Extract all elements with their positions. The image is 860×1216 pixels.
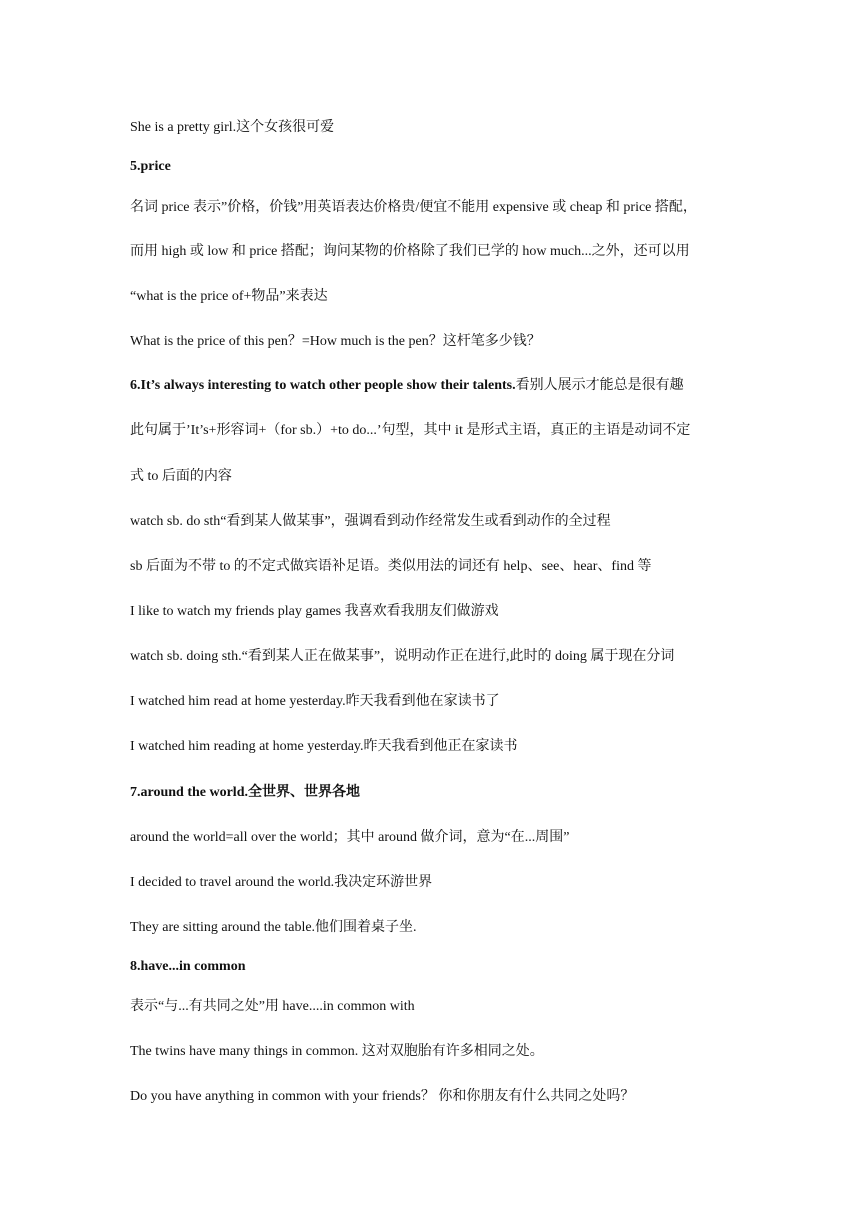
text-line: around the world=all over the world；其中 around 做介词，意为“在...周围”: [130, 830, 570, 845]
text-line: The twins have many things in common. 这对双胞胎有许多相同之处。: [130, 1044, 544, 1059]
text-line: Do you have anything in common with your friends？ 你和你朋友有什么共同之处吗？: [130, 1089, 635, 1104]
text-line: 式 to 后面的内容: [130, 469, 232, 484]
text-line: They are sitting around the table.他们围着桌子坐.: [130, 920, 417, 935]
section-heading: [130, 377, 820, 395]
section-heading: 7.around the world.全世界、世界各地: [130, 785, 360, 800]
heading-bold-part: 6.It’s always interesting to watch other people show their talents.: [130, 378, 516, 393]
text-line: I decided to travel around the world.我决定环游世界: [130, 875, 433, 890]
text-line: “what is the price of+物品”来表达: [130, 289, 328, 304]
text-line: 而用 high 或 low 和 price 搭配；询问某物的价格除了我们已学的 how much...之外，还可以用: [130, 244, 690, 259]
text-line: 名词 price 表示”价格，价钱”用英语表达价格贵/便宜不能用 expensive 或 cheap 和 price 搭配，: [130, 200, 697, 215]
text-line: 此句属于’It’s+形容词+（for sb.）+to do...’句型，其中 it 是形式主语，真正的主语是动词不定: [130, 423, 691, 438]
text-line: She is a pretty girl.这个女孩很可爱: [130, 120, 335, 135]
text-line: What is the price of this pen？=How much is the pen？这杆笔多少钱？: [130, 334, 541, 349]
section-heading: 8.have...in common: [130, 959, 246, 974]
text-line: watch sb. do sth“看到某人做某事”，强调看到动作经常发生或看到动作的全过程: [130, 514, 611, 529]
section-heading: 5.price: [130, 159, 171, 174]
text-line: sb 后面为不带 to 的不定式做宾语补足语。类似用法的词还有 help、see、hear、find 等: [130, 559, 652, 574]
heading-translation: 看别人展示才能总是很有趣: [515, 378, 684, 393]
text-line: I like to watch my friends play games 我喜欢看我朋友们做游戏: [130, 604, 499, 619]
text-line: 表示“与...有共同之处”用 have....in common with: [130, 999, 415, 1014]
text-line: watch sb. doing sth.“看到某人正在做某事”，说明动作正在进行,此时的 doing 属于现在分词: [130, 649, 675, 664]
text-line: I watched him read at home yesterday.昨天我看到他在家读书了: [130, 694, 500, 709]
text-line: I watched him reading at home yesterday.昨天我看到他正在家读书: [130, 739, 518, 754]
